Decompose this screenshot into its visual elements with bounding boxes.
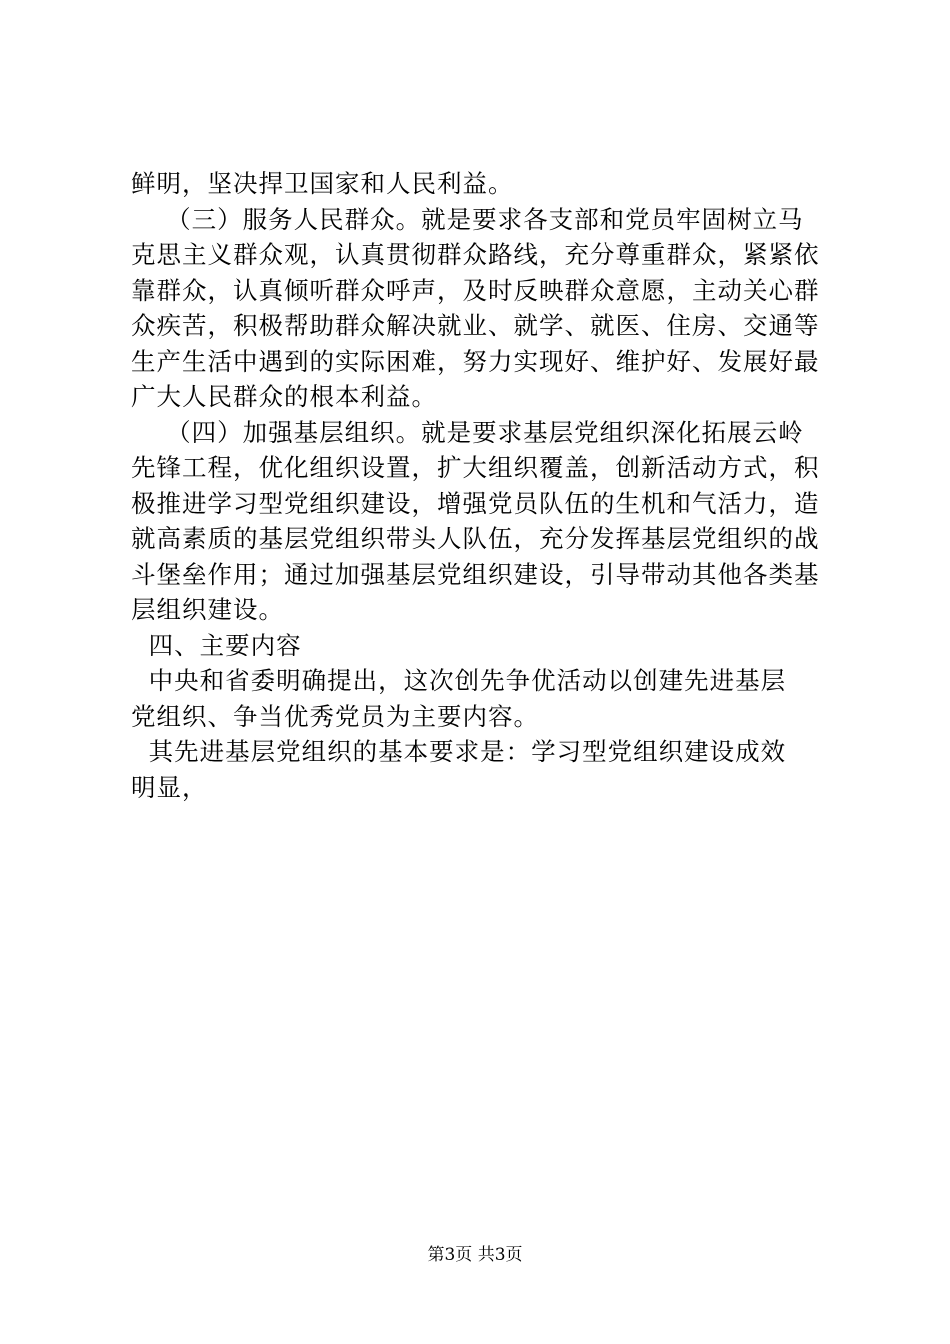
text-line: 明显，	[131, 772, 208, 802]
document-body	[131, 166, 831, 805]
text-line: 斗堡垒作用；通过加强基层党组织建设，引导带动其他各类基	[131, 559, 820, 589]
text-line: （四）加强基层组织。就是要求基层党组织深化拓展云岭	[131, 417, 804, 447]
text-line: 鲜明，坚决捍卫国家和人民利益。	[131, 169, 514, 198]
page-number-footer: 第3页 共3页	[427, 1245, 523, 1265]
text-line: （三）服务人民群众。就是要求各支部和党员牢固树立马	[131, 204, 804, 234]
text-line: 其先进基层党组织的基本要求是：学习型党组织建设成效	[131, 737, 787, 766]
text-line: 众疾苦，积极帮助群众解决就业、就学、就医、住房、交通等	[131, 311, 820, 340]
text-line: 就高素质的基层党组织带头人队伍，充分发挥基层党组织的战	[131, 524, 820, 553]
text-line: 中央和省委明确提出，这次创先争优活动以创建先进基层	[131, 666, 787, 695]
text-line: 广大人民群众的根本利益。	[131, 382, 437, 411]
text-line: 生产生活中遇到的实际困难，努力实现好、维护好、发展好最	[131, 346, 820, 376]
text-line: 先锋工程，优化组织设置，扩大组织覆盖，创新活动方式，积	[131, 453, 820, 482]
section-heading: 四、主要内容	[131, 630, 302, 660]
text-line: 党组织、争当优秀党员为主要内容。	[131, 701, 539, 731]
text-line: 极推进学习型党组织建设，增强党员队伍的生机和气活力，造	[131, 488, 820, 518]
text-line: 层组织建设。	[131, 595, 284, 624]
text-line: 靠群众，认真倾听群众呼声，及时反映群众意愿，主动关心群	[131, 275, 820, 305]
text-line: 克思主义群众观，认真贯彻群众路线，充分尊重群众，紧紧依	[131, 240, 820, 269]
